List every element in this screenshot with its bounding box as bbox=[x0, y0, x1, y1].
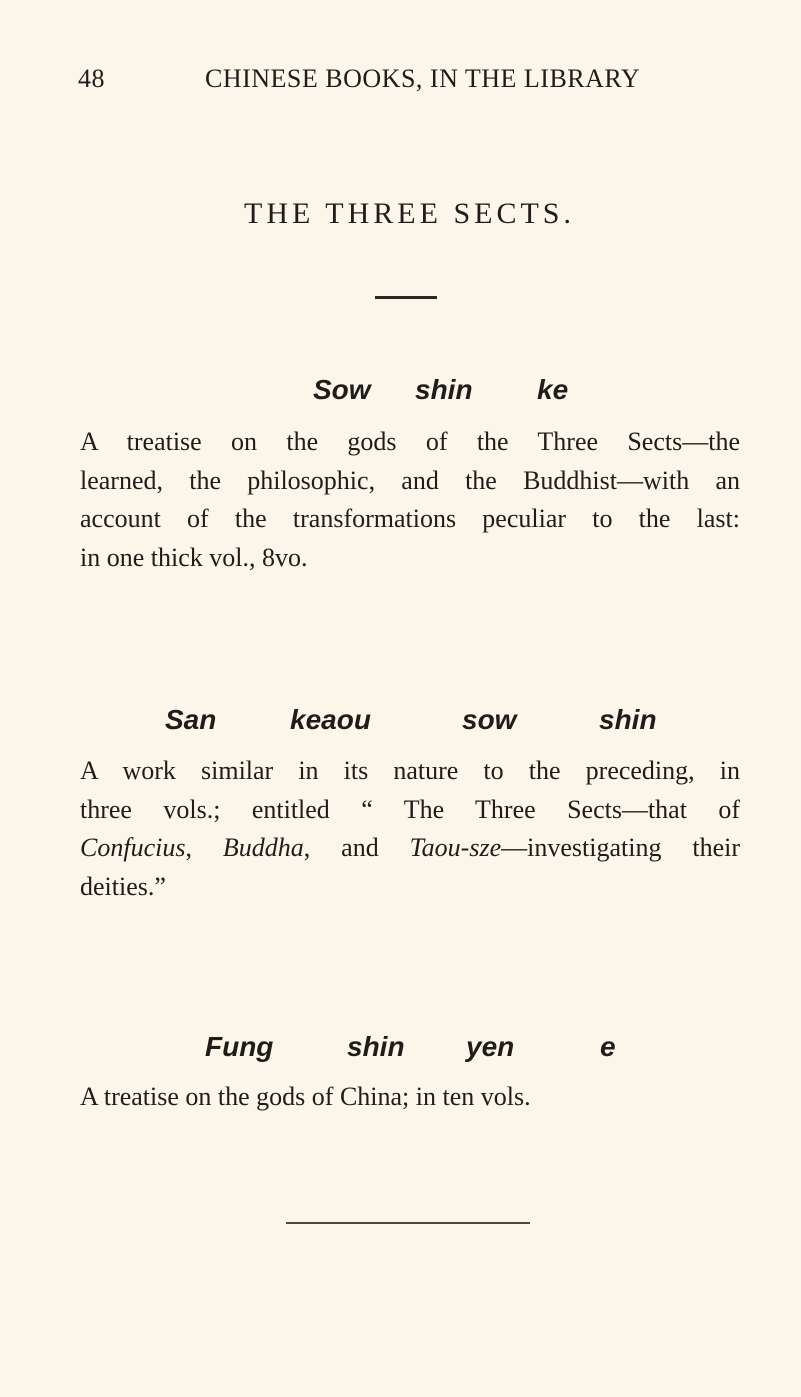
entry-2-heading-word-4: shin bbox=[599, 704, 657, 735]
entry-2-line-4: deities.” bbox=[80, 871, 166, 901]
entry-3-heading bbox=[0, 1031, 801, 1065]
buddha-name: Buddha bbox=[222, 833, 304, 862]
entry-1-line-3: account of the transformations peculiar to the last: bbox=[80, 504, 740, 533]
entry-2-heading-word-3: sow bbox=[462, 704, 517, 735]
entry-2-heading bbox=[0, 704, 801, 738]
entry-2-line-3 bbox=[80, 829, 740, 868]
section-title: THE THREE SECTS. bbox=[244, 197, 575, 230]
entry-1-description bbox=[80, 423, 740, 577]
title-rule bbox=[375, 296, 437, 299]
entry-1-line-4: in one thick vol., 8vo. bbox=[80, 542, 308, 572]
running-head bbox=[78, 64, 641, 96]
entry-3-heading-word-1: Fung bbox=[205, 1031, 274, 1062]
entry-1-heading-word-2: shin bbox=[415, 374, 473, 405]
entry-2-heading-word-2: keaou bbox=[290, 704, 371, 735]
running-title: CHINESE BOOKS, IN THE LIBRARY bbox=[205, 64, 641, 93]
entry-2-description bbox=[80, 752, 740, 906]
entry-2-line-3-tail: —investigating their bbox=[501, 833, 740, 862]
entry-3-heading-word-2: shin bbox=[347, 1031, 405, 1062]
entry-1-heading-word-1: Sow bbox=[313, 374, 371, 405]
entry-1-line-2: learned, the philosophic, and the Buddhist—with an bbox=[80, 465, 740, 495]
entry-1-line-1: A treatise on the gods of the Three Sects—the bbox=[80, 427, 740, 456]
entry-2-line-2: three vols.; entitled “ The Three Sects—that of bbox=[80, 794, 740, 824]
page-number: 48 bbox=[78, 64, 105, 93]
entry-3-line-1: A treatise on the gods of China; in ten vols. bbox=[80, 1082, 531, 1111]
entry-1-heading bbox=[0, 374, 801, 408]
taou-sze-name: Taou-sze bbox=[409, 833, 502, 862]
closing-rule bbox=[286, 1222, 530, 1224]
entry-2-line-1: A work similar in its nature to the preceding, in bbox=[80, 756, 740, 785]
entry-1-heading-word-3: ke bbox=[537, 374, 569, 405]
entry-3-heading-word-4: e bbox=[600, 1031, 616, 1062]
entry-3-description bbox=[80, 1078, 740, 1117]
confucius-name: Confucius bbox=[80, 833, 186, 862]
separator-1: , bbox=[185, 833, 223, 862]
entry-2-heading-word-1: San bbox=[165, 704, 217, 735]
separator-2: , and bbox=[303, 833, 410, 862]
entry-3-heading-word-3: yen bbox=[466, 1031, 515, 1062]
